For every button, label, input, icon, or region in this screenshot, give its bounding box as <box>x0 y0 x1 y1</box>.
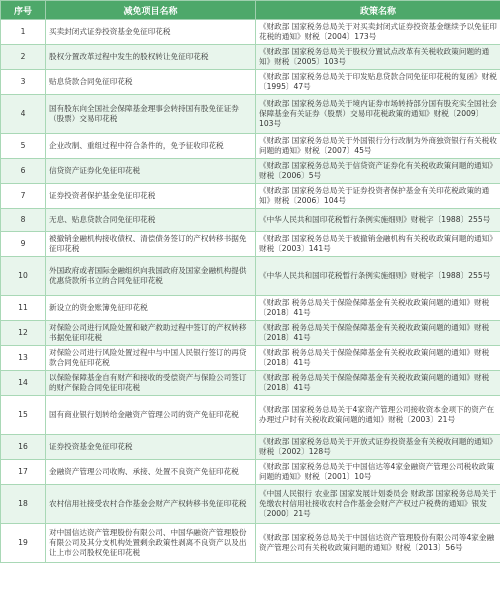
exemption-item-cell: 对保险公司进行风险处置和破产救助过程中签订的产权转移书据免征印花税 <box>46 321 256 346</box>
table-row <box>1 20 500 45</box>
exemption-item-cell: 以保险保障基金自有财产和接收的受偿资产与保险公司签订的财产保险合同免征印花税 <box>46 371 256 396</box>
policy-name-cell: 《财政部 国家税务总局关于4家资产管理公司接收资本金项下的资产在办理过户时有关税收政策问题的通知》财税〔2003〕21号 <box>256 396 500 435</box>
row-number: 3 <box>1 70 46 95</box>
row-number: 1 <box>1 20 46 45</box>
row-number: 5 <box>1 134 46 159</box>
policy-name-cell: 《财政部 国家税务总局关于中国信达资产管理股份有限公司等4家金融资产管理公司有关税收政策问题的通知》财税〔2013〕56号 <box>256 524 500 563</box>
exemption-item-cell: 被撤销金融机构接收债权、清偿债务签订的产权转移书据免征印花税 <box>46 232 256 257</box>
table-header-row <box>1 1 500 20</box>
policy-name-cell: 《财政部 税务总局关于保险保障基金有关税收政策问题的通知》财税〔2018〕41号 <box>256 346 500 371</box>
policy-name-cell: 《财政部 国家税务总局关于被撤销金融机构有关税收政策问题的通知》财税〔2003〕141号 <box>256 232 500 257</box>
policy-name-cell: 《财政部 国家税务总局关于印发贴息贷款合同免征印花税的复函》财税〔1995〕47号 <box>256 70 500 95</box>
policy-name-cell: 《财政部 税务总局关于保险保障基金有关税收政策问题的通知》财税〔2018〕41号 <box>256 371 500 396</box>
table-row <box>1 95 500 134</box>
row-number: 18 <box>1 485 46 524</box>
header-number: 序号 <box>1 1 46 20</box>
policy-name-cell: 《财政部 税务总局关于保险保障基金有关税收政策问题的通知》财税〔2018〕41号 <box>256 321 500 346</box>
exemption-item-cell: 股权分置改革过程中发生的股权转让免征印花税 <box>46 45 256 70</box>
policy-name-cell: 《财政部 国家税务总局关于外国银行分行改制为外商独资银行有关税收问题的通知》财税〔2007〕45号 <box>256 134 500 159</box>
exemption-item-cell: 农村信用社接受农村合作基金会财产产权转移书免征印花税 <box>46 485 256 524</box>
table-row <box>1 524 500 563</box>
policy-name-cell: 《财政部 国家税务总局关于对买卖封闭式证券投资基金继续予以免征印花税的通知》财税〔2004〕173号 <box>256 20 500 45</box>
table-row <box>1 485 500 524</box>
exemption-item-cell: 证券投资基金免征印花税 <box>46 435 256 460</box>
table-row <box>1 209 500 232</box>
policy-name-cell: 《中国人民银行 农业部 国家发展计划委员会 财政部 国家税务总局关于免缴农村信用社接收农村合作基金会财产产权过户税费的通知》银发〔2000〕21号 <box>256 485 500 524</box>
table-row <box>1 232 500 257</box>
row-number: 12 <box>1 321 46 346</box>
header-policy-name: 政策名称 <box>256 1 500 20</box>
header-item-name: 减免项目名称 <box>46 1 256 20</box>
table-row <box>1 70 500 95</box>
exemption-item-cell: 贴息贷款合同免征印花税 <box>46 70 256 95</box>
table-row <box>1 321 500 346</box>
exemption-item-cell: 外国政府或者国际金融组织向我国政府及国家金融机构提供优惠贷款所书立的合同免征印花税 <box>46 257 256 296</box>
row-number: 13 <box>1 346 46 371</box>
row-number: 7 <box>1 184 46 209</box>
policy-name-cell: 《财政部 国家税务总局关于境内证券市场转持部分国有股充实全国社会保障基金有关证券（股票）交易印花税政策的通知》财税〔2009〕103号 <box>256 95 500 134</box>
row-number: 19 <box>1 524 46 563</box>
exemption-item-cell: 新设立的资金账簿免征印花税 <box>46 296 256 321</box>
policy-name-cell: 《财政部 国家税务总局关于中国信达等4家金融资产管理公司税收政策问题的通知》财税〔2001〕10号 <box>256 460 500 485</box>
table-row <box>1 159 500 184</box>
policy-name-cell: 《财政部 国家税务总局关于开放式证券投资基金有关税收问题的通知》财税〔2002〕128号 <box>256 435 500 460</box>
exemption-item-cell: 对中国信达资产管理股份有限公司、中国华融资产管理股份有限公司及其分支机构处置剩余政策性剥离不良资产以及出让上市公司股权免征印花税 <box>46 524 256 563</box>
table-row <box>1 346 500 371</box>
table-row <box>1 257 500 296</box>
policy-name-cell: 《中华人民共和国印花税暂行条例实施细则》财税字〔1988〕255号 <box>256 209 500 232</box>
table-row <box>1 460 500 485</box>
row-number: 6 <box>1 159 46 184</box>
exemption-item-cell: 企业改制、重组过程中符合条件的，免予征收印花税 <box>46 134 256 159</box>
exemption-item-cell: 买卖封闭式证券投资基金免征印花税 <box>46 20 256 45</box>
row-number: 17 <box>1 460 46 485</box>
row-number: 16 <box>1 435 46 460</box>
policy-name-cell: 《财政部 国家税务总局关于信贷资产证券化有关税收政策问题的通知》财税〔2006〕5号 <box>256 159 500 184</box>
exemption-item-cell: 金融资产管理公司收购、承接、处置不良资产免征印花税 <box>46 460 256 485</box>
row-number: 11 <box>1 296 46 321</box>
policy-name-cell: 《财政部 国家税务总局关于证券投资者保护基金有关印花税政策的通知》财税〔2006〕104号 <box>256 184 500 209</box>
row-number: 9 <box>1 232 46 257</box>
row-number: 15 <box>1 396 46 435</box>
row-number: 2 <box>1 45 46 70</box>
row-number: 10 <box>1 257 46 296</box>
table-row <box>1 134 500 159</box>
row-number: 4 <box>1 95 46 134</box>
table-row <box>1 435 500 460</box>
exemption-item-cell: 对保险公司进行风险处置过程中与中国人民银行签订的再贷款合同免征印花税 <box>46 346 256 371</box>
table-row <box>1 45 500 70</box>
table-row <box>1 371 500 396</box>
policy-name-cell: 《财政部 税务总局关于保险保障基金有关税收政策问题的通知》财税〔2018〕41号 <box>256 296 500 321</box>
exemption-item-cell: 证券投资者保护基金免征印花税 <box>46 184 256 209</box>
policy-name-cell: 《财政部 国家税务总局关于股权分置试点改革有关税收政策问题的通知》财税〔2005〕103号 <box>256 45 500 70</box>
exemption-item-cell: 国有商业银行划转给金融资产管理公司的资产免征印花税 <box>46 396 256 435</box>
exemption-item-cell: 无息、贴息贷款合同免征印花税 <box>46 209 256 232</box>
table-row <box>1 184 500 209</box>
policy-name-cell: 《中华人民共和国印花税暂行条例实施细则》财税字〔1988〕255号 <box>256 257 500 296</box>
table-row <box>1 296 500 321</box>
exemption-item-cell: 信贷资产证券化免征印花税 <box>46 159 256 184</box>
table-row <box>1 396 500 435</box>
exemption-item-cell: 国有股东向全国社会保障基金理事会转持国有股免征证券（股票）交易印花税 <box>46 95 256 134</box>
row-number: 14 <box>1 371 46 396</box>
row-number: 8 <box>1 209 46 232</box>
